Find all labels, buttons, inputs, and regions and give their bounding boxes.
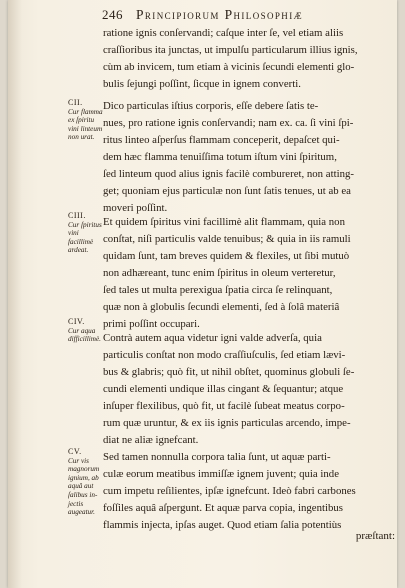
text-line-13: conſtat, niſi particulis valde tenuibus; & quia in iis ramuli: [103, 233, 351, 245]
text-line-27: culæ eorum meatibus immiſſæ ignem juvent; quia inde: [103, 468, 339, 480]
page-number: 246: [102, 7, 123, 22]
margin-note-number: CIII.: [68, 211, 86, 220]
text-line-15: non adhæreant, tunc enim ſpiritus in oleum verteretur,: [103, 267, 336, 279]
text-line-20: particulis conſtat non modo craſſiuſculis, ſed etiam lævi-: [103, 349, 346, 361]
text-line-7: ritus linteo aſperſus flammam conceperit, depaſcet qui-: [103, 134, 340, 146]
text-line-17: quæ non à globulis ſecundi elementi, ſed à ſolâ materiâ: [103, 301, 340, 313]
text-line-22: cundi elementi undique illas cingant & ſequantur; atque: [103, 383, 344, 395]
margin-note-civ: [68, 318, 104, 344]
margin-note-text: Cur aqua difficillimè.: [68, 326, 101, 344]
text-line-11: moveri poſſint.: [103, 202, 168, 214]
text-line-12: Et quidem ſpiritus vini facillimè alit flammam, quia non: [103, 216, 345, 228]
text-line-3: cùm ab invicem, tum etiam à vicinis ſecundi elementi glo-: [103, 61, 355, 73]
text-line-14: quidam ſunt, tam breves quidem & flexiles, ut ſibi mutuò: [103, 250, 350, 262]
book-page: [8, 0, 397, 588]
text-line-21: bus & glabris; quò fit, ut nihil obſtet, quominus globuli ſe-: [103, 366, 355, 378]
text-line-24: rum quæ uruntur, & ex iis ignis particulas arcendo, impe-: [103, 417, 351, 429]
catchword: præſtant:: [355, 530, 395, 542]
text-line-2: craſſioribus ita junctas, ut impulſu particularum illius ignis,: [103, 44, 358, 56]
text-line-1: ratione ignis conſervandi; caſque inter ſe, vel etiam aliis: [103, 27, 344, 39]
text-line-25: diat ne aliæ ignefcant.: [103, 434, 199, 446]
text-line-8: dem hæc flamma tenuiſſima totum iſtum vini ſpiritum,: [103, 151, 337, 163]
running-title: Principiorum Philosophiæ: [136, 7, 304, 22]
text-line-16: ſed tales ut multa perexigua ſpatia circa ſe relinquant,: [103, 284, 333, 296]
margin-note-cv: [68, 448, 104, 517]
text-line-29: foſſiles aquâ aſpergunt. Et aquæ parva copia, ingentibus: [103, 502, 343, 514]
page-header: [102, 7, 402, 25]
text-line-26: Sed tamen nonnulla corpora talia ſunt, ut aquæ parti-: [103, 451, 331, 463]
text-line-18: primi poſſint occupari.: [103, 318, 200, 330]
margin-note-text: Cur ſpiritus vini facillimè ardeat.: [68, 220, 102, 255]
text-line-9: ſed linteum quod alius ignis facilè combureret, non atting-: [103, 168, 354, 180]
text-line-28: cum impetu reſilientes, ipſæ ignefcunt. Ideò fabri carbones: [103, 485, 356, 497]
text-line-10: get; quoniam ejus particulæ non ſunt ſatis tenues, ut ab ea: [103, 185, 351, 197]
text-line-6: nues, pro ratione ignis conſervandi; nam ex. ca. ſi vini ſpi-: [103, 117, 354, 129]
margin-note-number: CII.: [68, 98, 83, 107]
margin-note-number: CV.: [68, 447, 82, 456]
margin-note-number: CIV.: [68, 317, 85, 326]
text-line-5: Dico particulas iſtius corporis, eſſe debere ſatis te-: [103, 100, 319, 112]
margin-note-text: Cur vis magnorum ignium, ab aquâ aut ſalibus in-jectis augeatur.: [68, 456, 100, 517]
margin-note-cii: [68, 99, 104, 142]
margin-note-text: Cur flamma ex ſpiritu vini linteum non urat.: [68, 107, 103, 142]
text-line-30: flammis injecta, ipſas auget. Quod etiam ſalia potentiùs: [103, 519, 342, 531]
text-line-4: bulis ſejungi poſſint, ſicque in ignem converti.: [103, 78, 301, 90]
text-line-19: Contrà autem aqua videtur igni valde adverſa, quia: [103, 332, 322, 344]
margin-note-ciii: [68, 212, 104, 255]
text-line-23: inſuper flexilibus, quò fit, ut facilè ſubeat meatus corpo-: [103, 400, 345, 412]
